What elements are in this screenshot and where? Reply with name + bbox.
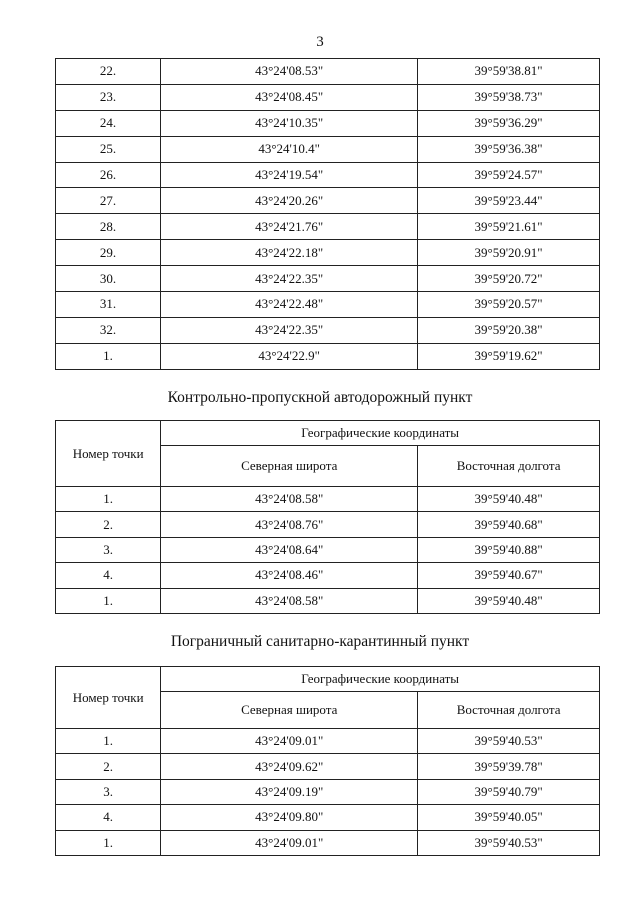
table-row xyxy=(56,317,600,343)
latitude-cell: 43°24'08.76" xyxy=(161,512,418,537)
latitude-cell: 43°24'22.35" xyxy=(161,317,418,343)
latitude-cell: 43°24'09.01" xyxy=(161,729,418,754)
table-row xyxy=(56,214,600,240)
longitude-cell: 39°59'38.81" xyxy=(418,59,600,85)
latitude-cell: 43°24'22.48" xyxy=(161,292,418,318)
latitude-cell: 43°24'10.4" xyxy=(161,136,418,162)
point-number-cell: 30. xyxy=(56,266,161,292)
longitude-cell: 39°59'20.57" xyxy=(418,292,600,318)
table-row xyxy=(56,162,600,188)
point-number-cell: 29. xyxy=(56,240,161,266)
point-number-cell: 1. xyxy=(56,588,161,613)
point-number-cell: 2. xyxy=(56,754,161,779)
point-number-cell: 1. xyxy=(56,729,161,754)
column-header-point-number: Номер точки xyxy=(56,667,161,729)
page-number: 3 xyxy=(316,34,324,50)
table-row xyxy=(56,512,600,537)
column-header-latitude: Северная широта xyxy=(161,692,418,729)
column-header-longitude: Восточная долгота xyxy=(418,446,600,487)
longitude-cell: 39°59'19.62" xyxy=(418,343,600,369)
point-number-cell: 26. xyxy=(56,162,161,188)
longitude-cell: 39°59'40.48" xyxy=(418,487,600,512)
longitude-cell: 39°59'20.91" xyxy=(418,240,600,266)
longitude-cell: 39°59'39.78" xyxy=(418,754,600,779)
point-number-cell: 4. xyxy=(56,805,161,830)
longitude-cell: 39°59'40.79" xyxy=(418,779,600,804)
table-row xyxy=(56,729,600,754)
table-header xyxy=(56,667,600,729)
quarantine-table-body xyxy=(56,729,600,856)
table-row xyxy=(56,136,600,162)
point-number-cell: 32. xyxy=(56,317,161,343)
checkpoint-coordinates-table xyxy=(55,420,600,614)
longitude-cell: 39°59'20.72" xyxy=(418,266,600,292)
longitude-cell: 39°59'40.05" xyxy=(418,805,600,830)
longitude-cell: 39°59'40.68" xyxy=(418,512,600,537)
longitude-cell: 39°59'36.38" xyxy=(418,136,600,162)
table-row xyxy=(56,537,600,562)
latitude-cell: 43°24'10.35" xyxy=(161,110,418,136)
longitude-cell: 39°59'21.61" xyxy=(418,214,600,240)
point-number-cell: 27. xyxy=(56,188,161,214)
latitude-cell: 43°24'09.19" xyxy=(161,779,418,804)
latitude-cell: 43°24'20.26" xyxy=(161,188,418,214)
table-row xyxy=(56,266,600,292)
coordinates-table-body xyxy=(56,59,600,370)
column-header-geo-coordinates: Географические координаты xyxy=(161,421,600,446)
table-row xyxy=(56,240,600,266)
latitude-cell: 43°24'08.53" xyxy=(161,59,418,85)
latitude-cell: 43°24'08.45" xyxy=(161,84,418,110)
point-number-cell: 1. xyxy=(56,830,161,855)
table-header xyxy=(56,421,600,487)
longitude-cell: 39°59'40.48" xyxy=(418,588,600,613)
latitude-cell: 43°24'22.9" xyxy=(161,343,418,369)
table-row xyxy=(56,59,600,85)
table-row xyxy=(56,754,600,779)
longitude-cell: 39°59'40.53" xyxy=(418,830,600,855)
point-number-cell: 1. xyxy=(56,487,161,512)
point-number-cell: 25. xyxy=(56,136,161,162)
latitude-cell: 43°24'08.46" xyxy=(161,563,418,588)
column-header-geo-coordinates: Географические координаты xyxy=(161,667,600,692)
point-number-cell: 4. xyxy=(56,563,161,588)
latitude-cell: 43°24'21.76" xyxy=(161,214,418,240)
checkpoint-table-body xyxy=(56,487,600,614)
table-row xyxy=(56,84,600,110)
longitude-cell: 39°59'36.29" xyxy=(418,110,600,136)
column-header-longitude: Восточная долгота xyxy=(418,692,600,729)
latitude-cell: 43°24'08.64" xyxy=(161,537,418,562)
point-number-cell: 28. xyxy=(56,214,161,240)
table-row xyxy=(56,487,600,512)
longitude-cell: 39°59'20.38" xyxy=(418,317,600,343)
latitude-cell: 43°24'19.54" xyxy=(161,162,418,188)
point-number-cell: 23. xyxy=(56,84,161,110)
longitude-cell: 39°59'24.57" xyxy=(418,162,600,188)
point-number-cell: 24. xyxy=(56,110,161,136)
table-row xyxy=(56,779,600,804)
latitude-cell: 43°24'09.01" xyxy=(161,830,418,855)
point-number-cell: 3. xyxy=(56,537,161,562)
longitude-cell: 39°59'40.88" xyxy=(418,537,600,562)
point-number-cell: 3. xyxy=(56,779,161,804)
point-number-cell: 22. xyxy=(56,59,161,85)
table-row xyxy=(56,292,600,318)
latitude-cell: 43°24'09.80" xyxy=(161,805,418,830)
column-header-latitude: Северная широта xyxy=(161,446,418,487)
point-number-cell: 31. xyxy=(56,292,161,318)
table-row xyxy=(56,188,600,214)
table-row xyxy=(56,830,600,855)
latitude-cell: 43°24'09.62" xyxy=(161,754,418,779)
table-row xyxy=(56,563,600,588)
table-row xyxy=(56,110,600,136)
latitude-cell: 43°24'08.58" xyxy=(161,487,418,512)
column-header-point-number: Номер точки xyxy=(56,421,161,487)
coordinates-table-continued xyxy=(55,58,600,370)
point-number-cell: 1. xyxy=(56,343,161,369)
table-row xyxy=(56,343,600,369)
table-row xyxy=(56,588,600,613)
longitude-cell: 39°59'40.53" xyxy=(418,729,600,754)
longitude-cell: 39°59'23.44" xyxy=(418,188,600,214)
point-number-cell: 2. xyxy=(56,512,161,537)
section-title-quarantine-point: Пограничный санитарно-карантинный пункт xyxy=(170,633,470,650)
longitude-cell: 39°59'38.73" xyxy=(418,84,600,110)
latitude-cell: 43°24'22.18" xyxy=(161,240,418,266)
section-title-checkpoint: Контрольно-пропускной автодорожный пункт xyxy=(167,389,473,406)
table-row xyxy=(56,805,600,830)
latitude-cell: 43°24'22.35" xyxy=(161,266,418,292)
quarantine-coordinates-table xyxy=(55,666,600,856)
latitude-cell: 43°24'08.58" xyxy=(161,588,418,613)
longitude-cell: 39°59'40.67" xyxy=(418,563,600,588)
